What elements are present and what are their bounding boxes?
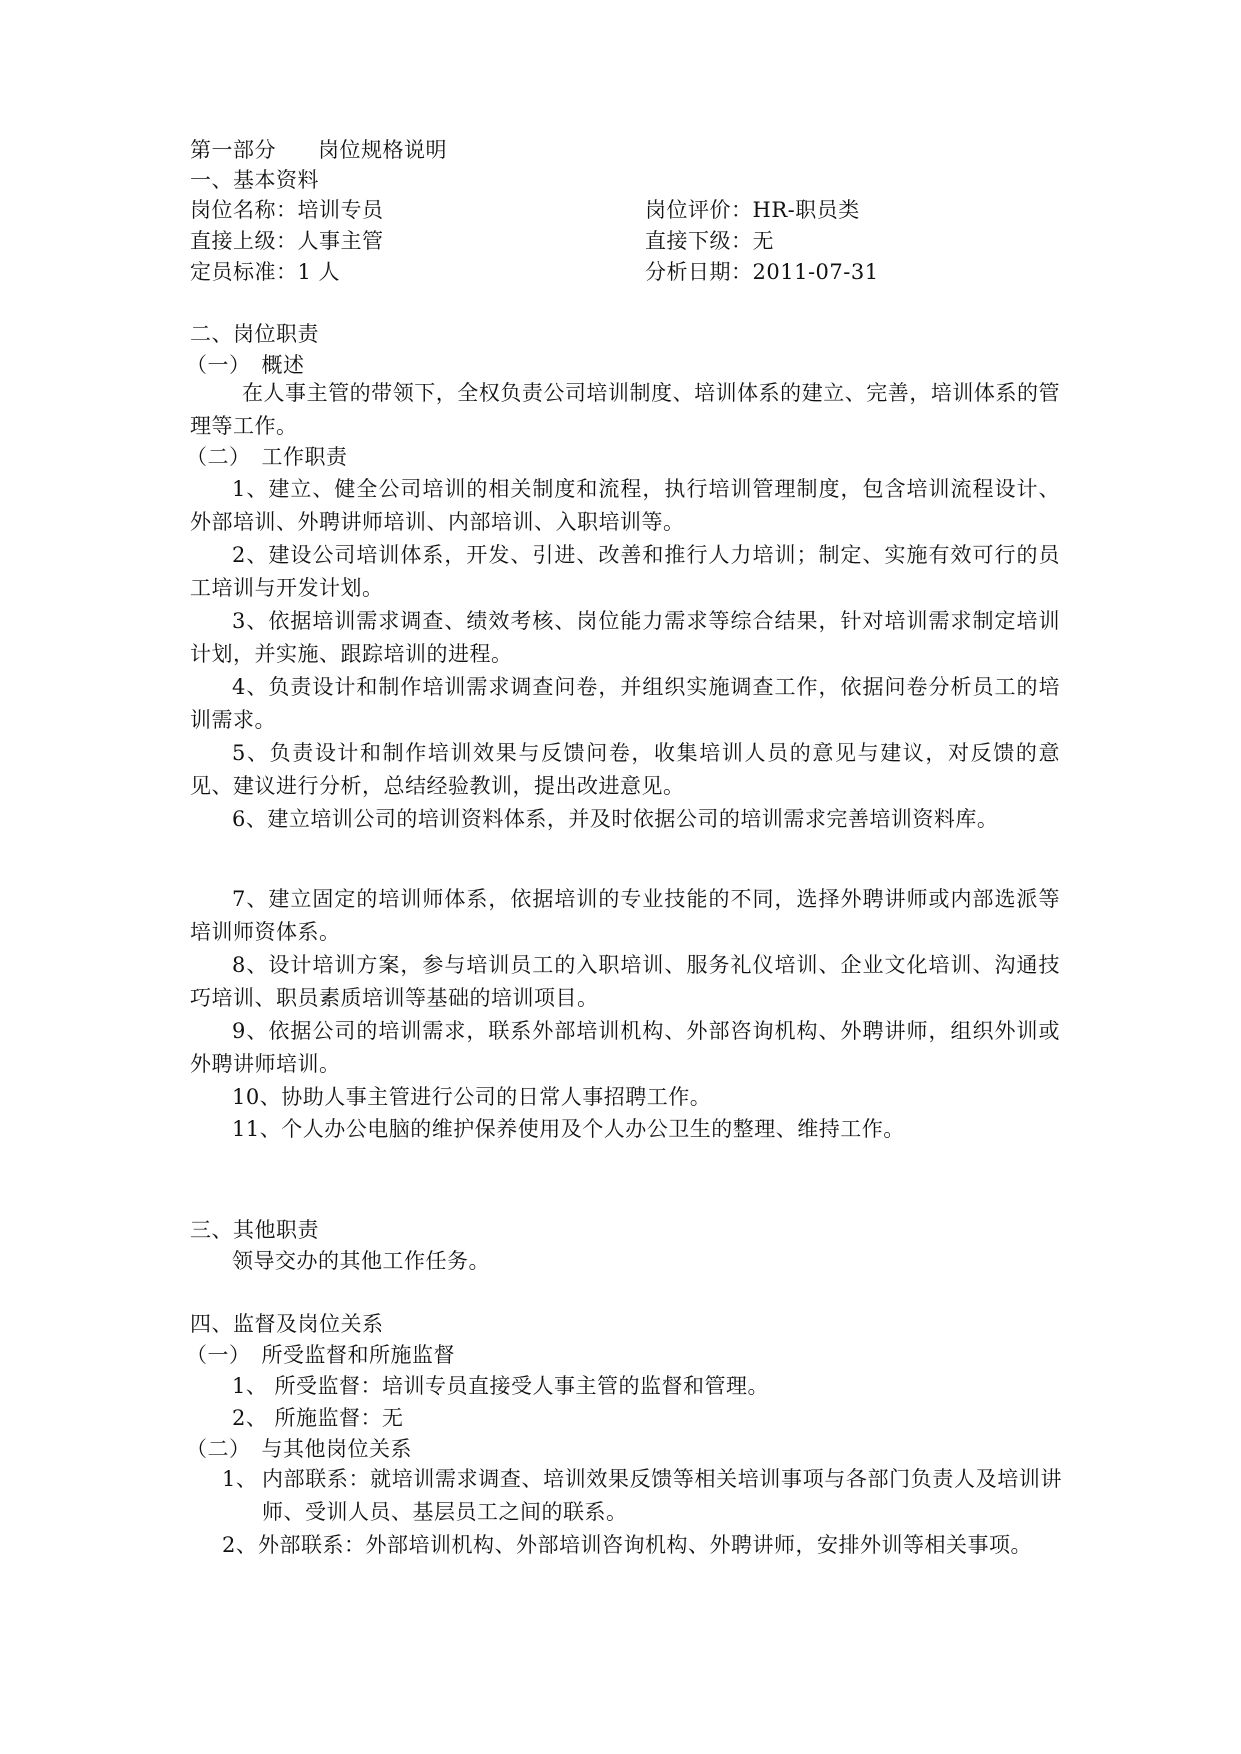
duty-item: 7、建立固定的培训师体系，依据培训的专业技能的不同，选择外聘讲师或内部选派等培训师资体系。 (190, 887, 1060, 944)
duty-item: 5、负责设计和制作培训效果与反馈问卷，收集培训人员的意见与建议，对反馈的意见、建议进行分析，总结经验教训，提出改进意见。 (190, 741, 1060, 798)
relation-item-number: 2、 (222, 1533, 258, 1557)
title-name: 岗位规格说明 (318, 138, 447, 162)
relation-item (0, 1529, 1241, 1565)
duty-item: 1、建立、健全公司培训的相关制度和流程，执行培训管理制度，包含培训流程设计、外部培训、外聘讲师培训、内部培训、入职培训等。 (190, 477, 1060, 534)
basic-row-right: 分析日期：2011-07-31 (645, 260, 879, 284)
section-other-heading: 三、其他职责 (190, 1218, 319, 1242)
other-relations-heading: （二） 与其他岗位关系 (186, 1437, 412, 1461)
duty-item: 2、建设公司培训体系，开发、引进、改善和推行人力培训；制定、实施有效可行的员工培训与开发计划。 (190, 543, 1060, 600)
duty-item: 11、个人办公电脑的维护保养使用及个人办公卫生的整理、维持工作。 (232, 1117, 905, 1141)
overview-heading: （一） 概述 (186, 353, 305, 377)
duty-item: 10、协助人事主管进行公司的日常人事招聘工作。 (232, 1085, 712, 1109)
duty-item: 3、依据培训需求调查、绩效考核、岗位能力需求等综合结果，针对培训需求制定培训计划，并实施、跟踪培训的进程。 (190, 609, 1060, 666)
section-basic-heading: 一、基本资料 (190, 168, 319, 192)
basic-row (190, 225, 1060, 257)
supervision-item: 2、 所施监督：无 (232, 1406, 404, 1430)
basic-row (190, 256, 1060, 288)
other-text: 领导交办的其他工作任务。 (232, 1249, 490, 1273)
overview-text: 在人事主管的带领下，全权负责公司培训制度、培训体系的建立、完善，培训体系的管理等工作。 (190, 381, 1060, 438)
basic-row-left: 定员标准：1 人 (190, 260, 341, 284)
relation-item-text: 外部联系：外部培训机构、外部培训咨询机构、外聘讲师，安排外训等相关事项。 (258, 1533, 1032, 1557)
basic-row-left: 岗位名称：培训专员 (190, 198, 384, 222)
basic-row-left: 直接上级：人事主管 (190, 229, 384, 253)
supervision-item: 1、 所受监督：培训专员直接受人事主管的监督和管理。 (232, 1374, 770, 1398)
section-relations-heading: 四、监督及岗位关系 (190, 1312, 384, 1336)
document-title (190, 134, 1060, 166)
relation-item-text: 内部联系：就培训需求调查、培训效果反馈等相关培训事项与各部门负责人及培训讲师、受训人员、基层员工之间的联系。 (262, 1467, 1062, 1524)
duty-item: 6、建立培训公司的培训资料体系，并及时依据公司的培训需求完善培训资料库。 (232, 807, 999, 831)
basic-row-right: 直接下级：无 (645, 229, 774, 253)
relation-item-number: 1、 (222, 1467, 258, 1491)
relation-item (0, 1463, 1241, 1533)
duty-item: 8、设计培训方案，参与培训员工的入职培训、服务礼仪培训、企业文化培训、沟通技巧培训、职员素质培训等基础的培训项目。 (190, 953, 1060, 1010)
title-part: 第一部分 (190, 138, 276, 162)
supervision-heading: （一） 所受监督和所施监督 (186, 1343, 455, 1367)
basic-row (190, 194, 1060, 226)
section-duties-heading: 二、岗位职责 (190, 322, 319, 346)
duty-item: 9、依据公司的培训需求，联系外部培训机构、外部咨询机构、外聘讲师，组织外训或外聘讲师培训。 (190, 1019, 1060, 1076)
duty-item: 4、负责设计和制作培训需求调查问卷，并组织实施调查工作，依据问卷分析员工的培训需求。 (190, 675, 1060, 732)
basic-row-right: 岗位评价：HR-职员类 (645, 198, 860, 222)
work-heading: （二） 工作职责 (186, 445, 348, 469)
